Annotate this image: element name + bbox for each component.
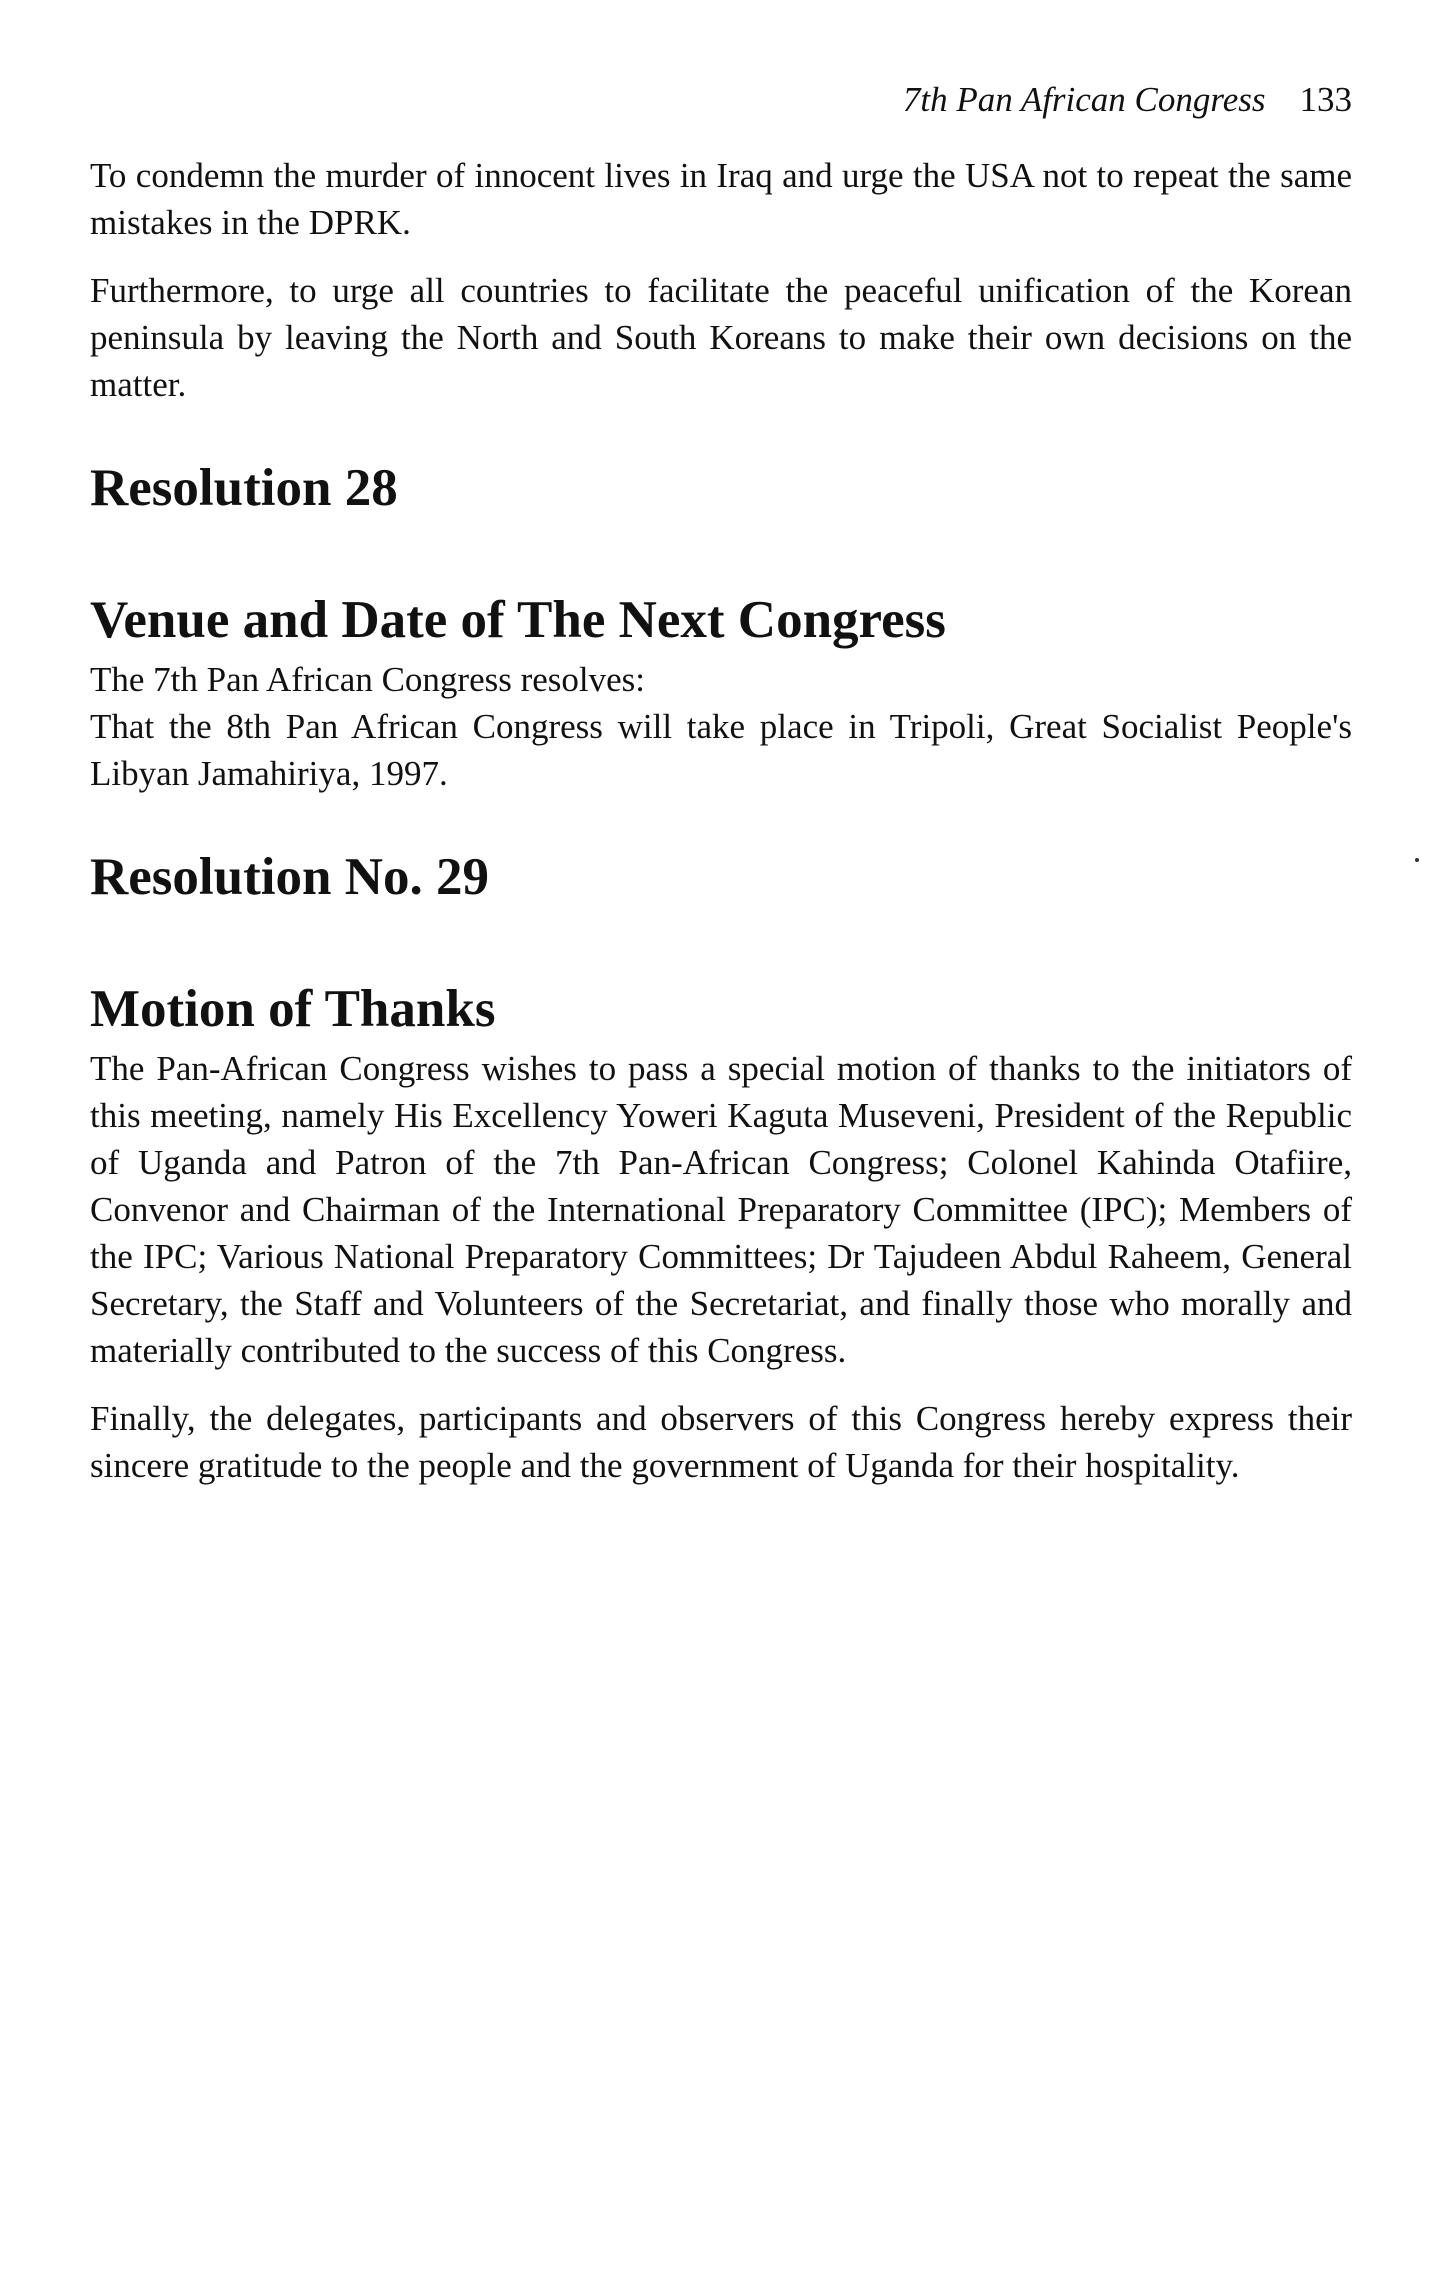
- resolution-29-paragraph-2: Finally, the delegates, participants and observers of this Congress hereby express their sincere gratitude to the people and the government of Uganda for their hospitality.: [90, 1399, 1352, 1485]
- continuation-paragraph-1: To condemn the murder of innocent lives in Iraq and urge the USA not to repeat the same mistakes in the DPRK.: [90, 156, 1352, 242]
- continuation-paragraph-2: Furthermore, to urge all countries to facilitate the peaceful unification of the Korean peninsula by leaving the North and South Koreans to make their own decisions on the matter.: [90, 271, 1352, 404]
- page-number: 133: [1299, 80, 1352, 119]
- resolution-29-heading: Resolution No. 29: [90, 848, 490, 906]
- book-page: [90, 78, 1352, 1489]
- resolution-28-intro: The 7th Pan African Congress resolves:: [90, 660, 646, 699]
- section-spacer: [90, 408, 1352, 456]
- scan-speck: [1415, 858, 1419, 862]
- running-head: [90, 78, 1352, 122]
- resolution-29-title: Motion of Thanks: [90, 980, 496, 1038]
- resolution-28-body: That the 8th Pan African Congress will take place in Tripoli, Great Socialist People's Libyan Jamahiriya, 1997.: [90, 707, 1352, 793]
- running-head-title: 7th Pan African Congress: [902, 80, 1266, 119]
- resolution-28-heading: Resolution 28: [90, 459, 398, 517]
- resolution-29-paragraph-1: The Pan-African Congress wishes to pass a special motion of thanks to the initiators of this meeting, namely His Excellency Yoweri Kaguta Museveni, President of the Republic of Uganda and Patron of the 7th Pan-African Congress; Colonel Kahinda Otafiire, Convenor and Chairman of the International Preparatory Committee (IPC); Members of the IPC; Various National Preparatory Committees; Dr Tajudeen Abdul Raheem, General Secretary, the Staff and Volunteers of the Secretariat, and finally those who morally and materially contributed to the success of this Congress.: [90, 1049, 1352, 1370]
- section-spacer: [90, 797, 1352, 845]
- resolution-28-title: Venue and Date of The Next Congress: [90, 591, 946, 649]
